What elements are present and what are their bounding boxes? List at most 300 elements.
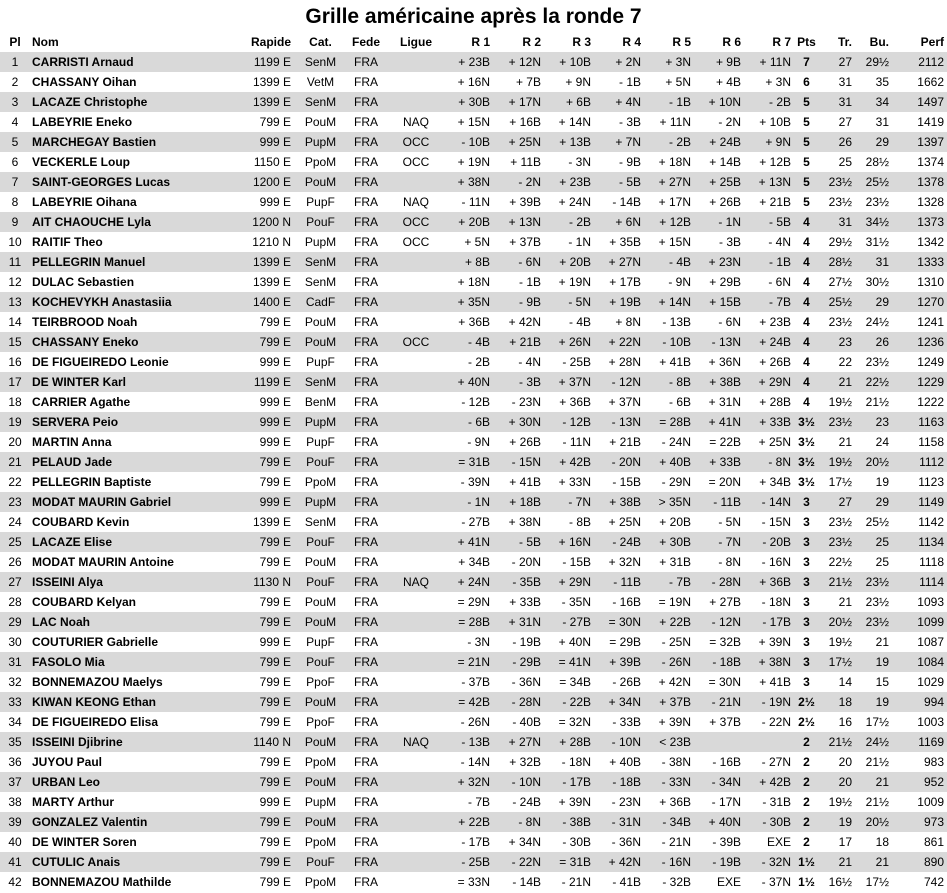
cell-round-result: - 38N xyxy=(661,755,691,769)
cell-tr: 22 xyxy=(838,355,852,369)
table-row xyxy=(0,412,947,432)
cell-round-result: - 11N xyxy=(562,435,591,449)
cell-fede: FRA xyxy=(342,452,390,472)
cell-round-result: - 32B xyxy=(662,875,691,889)
cell-cat: CadF xyxy=(299,292,342,312)
cell-round-result: - 13B xyxy=(662,315,691,329)
table-row xyxy=(0,472,947,492)
cell-round-result: + 3N xyxy=(765,75,791,89)
cell-round-result: - 7N xyxy=(544,492,594,512)
cell-round-result: + 6N xyxy=(594,212,644,232)
cell-name: SAINT-GEORGES Lucas xyxy=(30,172,213,192)
cell-tr: 23½ xyxy=(828,195,852,209)
cell-perf: 1373 xyxy=(892,212,947,232)
cell-name: LAC Noah xyxy=(30,612,213,632)
table-row xyxy=(0,452,947,472)
cell-rapide: 799 E xyxy=(213,852,299,872)
cell-round-result xyxy=(744,732,794,752)
cell-round-result: + 31N xyxy=(708,395,741,409)
cell-bu: 25 xyxy=(875,555,889,569)
table-row xyxy=(0,492,947,512)
cell-round-result: + 24B xyxy=(744,332,794,352)
cell-rapide: 799 E xyxy=(259,875,291,889)
cell-round-result: - 4B xyxy=(568,315,591,329)
cell-pts: 4 xyxy=(803,315,810,329)
cell-round-result: - 7B xyxy=(744,292,794,312)
cell-tr: 19½ xyxy=(828,395,852,409)
col-header-nom: Nom xyxy=(32,35,59,49)
cell-round-result: + 13N xyxy=(493,212,544,232)
cell-round-result: + 8B xyxy=(442,252,493,272)
cell-round-result: + 33B xyxy=(694,452,744,472)
col-header-pts: Pts xyxy=(797,35,816,49)
cell-cat: VetM xyxy=(306,75,335,89)
cell-round-result: - 4B xyxy=(644,252,694,272)
cell-round-result: - 22B xyxy=(544,692,594,712)
cell-fede: FRA xyxy=(354,275,378,289)
cell-ligue xyxy=(390,832,442,852)
cell-perf: 1099 xyxy=(892,612,947,632)
cell-fede: FRA xyxy=(354,795,378,809)
cell-round-result: = 20N xyxy=(708,475,741,489)
cell-round-result: - 25B xyxy=(442,852,493,872)
cell-pl: 1 xyxy=(0,52,30,72)
cell-tr: 21½ xyxy=(819,732,855,752)
cell-bu: 19 xyxy=(875,475,889,489)
cell-round-result: = 30N xyxy=(708,675,741,689)
cell-round-result: + 38B xyxy=(694,372,744,392)
cell-pts: 5 xyxy=(794,132,819,152)
cell-name: BONNEMAZOU Maelys xyxy=(32,675,163,689)
cell-round-result: + 23B xyxy=(442,52,493,72)
cell-round-result: - 27B xyxy=(461,515,490,529)
cell-tr: 25 xyxy=(838,155,852,169)
cell-pts: 4 xyxy=(794,252,819,272)
cell-rapide: 799 E xyxy=(259,755,291,769)
cell-pl: 36 xyxy=(8,755,22,769)
cell-round-result: + 37N xyxy=(544,372,594,392)
cell-round-result: - 2B xyxy=(544,212,594,232)
cell-round-result: - 19N xyxy=(744,692,794,712)
cell-ligue: OCC xyxy=(402,235,430,249)
cell-round-result: = 30N xyxy=(594,612,644,632)
table-row xyxy=(0,292,947,312)
table-row xyxy=(0,552,947,572)
cell-round-result: - 37B xyxy=(461,675,490,689)
cell-round-result: + 24B xyxy=(694,132,744,152)
cell-name: DE WINTER Soren xyxy=(32,835,137,849)
cell-fede: FRA xyxy=(354,155,378,169)
cell-round-result: + 10N xyxy=(694,92,744,112)
cell-round-result: + 29N xyxy=(744,372,794,392)
cell-round-result: + 27N xyxy=(493,732,544,752)
cell-round-result: - 17B xyxy=(544,772,594,792)
table-row xyxy=(0,712,947,732)
cell-cat: PpoF xyxy=(306,715,335,729)
cell-rapide: 999 E xyxy=(213,492,299,512)
cell-pts: 4 xyxy=(803,235,810,249)
cell-round-result: + 11N xyxy=(659,115,691,129)
cell-round-result: - 11N xyxy=(461,195,490,209)
cell-ligue xyxy=(390,452,442,472)
table-row xyxy=(0,252,947,272)
cell-bu: 19 xyxy=(855,652,892,672)
cell-round-result: - 10N xyxy=(493,772,544,792)
cell-round-result: - 11B xyxy=(694,492,744,512)
table-row xyxy=(0,392,947,412)
cell-ligue: NAQ xyxy=(402,115,429,129)
cell-cat: PpoM xyxy=(304,875,337,889)
cell-round-result: + 14B xyxy=(709,155,741,169)
cell-pts: 3½ xyxy=(798,435,815,449)
cell-fede: FRA xyxy=(342,692,390,712)
table-row xyxy=(0,152,947,172)
cell-ligue xyxy=(390,672,442,692)
cell-pts: 4 xyxy=(794,372,819,392)
cell-round-result: = 42B xyxy=(442,692,493,712)
cell-cat: PpoF xyxy=(306,675,335,689)
cell-round-result: + 37B xyxy=(509,235,541,249)
cell-cat: SenM xyxy=(299,52,342,72)
cell-fede: FRA xyxy=(354,315,378,329)
cell-perf: 994 xyxy=(892,692,947,712)
cell-round-result: + 23B xyxy=(544,172,594,192)
cell-round-result: - 4N xyxy=(768,235,791,249)
cell-fede: FRA xyxy=(342,852,390,872)
cell-round-result: + 18N xyxy=(457,275,490,289)
cell-perf: 1009 xyxy=(917,795,944,809)
cell-round-result: - 9N xyxy=(668,275,691,289)
cell-round-result: + 16N xyxy=(457,75,490,89)
cell-round-result: + 31N xyxy=(493,612,544,632)
cell-perf: 1241 xyxy=(917,315,944,329)
cell-ligue xyxy=(390,552,442,572)
cell-tr: 19 xyxy=(819,812,855,832)
table-header xyxy=(0,32,947,52)
cell-round-result: + 14N xyxy=(644,292,694,312)
cell-perf: 1662 xyxy=(917,75,944,89)
cell-tr: 27 xyxy=(819,492,855,512)
cell-name: KOCHEVYKH Anastasiia xyxy=(30,292,213,312)
cell-round-result: - 11B xyxy=(594,572,644,592)
cell-round-result: - 20N xyxy=(594,452,644,472)
table-row xyxy=(0,772,947,792)
cell-name: PELLEGRIN Manuel xyxy=(30,252,213,272)
cell-fede: FRA xyxy=(342,292,390,312)
cell-name: KIWAN KEONG Ethan xyxy=(30,692,213,712)
cell-bu: 21½ xyxy=(865,395,889,409)
cell-ligue xyxy=(390,312,442,332)
table-row xyxy=(0,752,947,772)
cell-perf: 1310 xyxy=(917,275,944,289)
cell-ligue xyxy=(390,752,442,772)
cell-pl: 13 xyxy=(0,292,30,312)
cell-round-result: + 5N xyxy=(665,75,691,89)
cell-rapide: 1399 E xyxy=(252,75,291,89)
cell-round-result: + 36B xyxy=(744,572,794,592)
cell-round-result: + 18B xyxy=(493,492,544,512)
table-row xyxy=(0,52,947,72)
cell-round-result: - 12N xyxy=(694,612,744,632)
cell-name: MODAT MAURIN Gabriel xyxy=(30,492,213,512)
col-header-round: R 3 xyxy=(572,35,591,49)
table-row xyxy=(0,632,947,652)
cell-round-result: + 33N xyxy=(558,475,591,489)
cell-round-result: - 37N xyxy=(761,875,791,889)
cell-pts: 6 xyxy=(803,75,810,89)
cell-name: CARRIER Agathe xyxy=(32,395,131,409)
cell-perf: 983 xyxy=(923,755,944,769)
cell-name: COUBARD Kevin xyxy=(32,515,130,529)
cell-round-result: - 12B xyxy=(544,412,594,432)
cell-rapide: 999 E xyxy=(259,435,291,449)
cell-cat: PouF xyxy=(299,652,342,672)
cell-round-result: - 10N xyxy=(594,732,644,752)
cell-pts: 2 xyxy=(794,732,819,752)
cell-rapide: 1399 E xyxy=(213,92,299,112)
cell-round-result xyxy=(694,732,744,752)
table-row xyxy=(0,112,947,132)
cell-tr: 23 xyxy=(819,332,855,352)
cell-name: DE WINTER Karl xyxy=(30,372,213,392)
cell-cat: PouF xyxy=(299,532,342,552)
cell-cat: PpoM xyxy=(304,755,337,769)
cell-round-result: - 6N xyxy=(718,315,741,329)
cell-round-result: = 32B xyxy=(709,635,741,649)
cell-round-result: + 7N xyxy=(594,132,644,152)
cell-round-result: = 32N xyxy=(558,715,591,729)
cell-round-result: + 31B xyxy=(659,555,691,569)
cell-rapide: 999 E xyxy=(259,355,291,369)
cell-pl: 32 xyxy=(8,675,22,689)
cell-round-result: - 2B xyxy=(744,92,794,112)
cell-ligue xyxy=(390,612,442,632)
cell-round-result: - 19B xyxy=(694,852,744,872)
cell-round-result: + 17N xyxy=(493,92,544,112)
cell-ligue xyxy=(390,432,442,452)
cell-round-result: - 36N xyxy=(611,835,641,849)
cell-perf: 1134 xyxy=(892,532,947,552)
cell-round-result: + 26B xyxy=(759,355,791,369)
cell-ligue: OCC xyxy=(390,212,442,232)
cell-pl: 6 xyxy=(11,155,19,169)
cell-perf: 1118 xyxy=(919,555,944,569)
cell-round-result: + 40N xyxy=(694,812,744,832)
cell-round-result: + 28B xyxy=(544,732,594,752)
col-header-tr: Tr. xyxy=(837,35,852,49)
cell-bu: 17½ xyxy=(865,875,889,889)
cell-pl: 18 xyxy=(8,395,22,409)
cell-fede: FRA xyxy=(342,772,390,792)
cell-round-result: - 26N xyxy=(644,652,694,672)
cell-tr: 20½ xyxy=(819,612,855,632)
table-row xyxy=(0,692,947,712)
cell-ligue xyxy=(390,692,442,712)
cell-round-result: - 6N xyxy=(768,275,791,289)
cell-pl: 19 xyxy=(0,412,30,432)
cell-round-result: > 35N xyxy=(644,492,694,512)
col-header-ligue: Ligue xyxy=(400,35,432,49)
cell-round-result: - 39N xyxy=(460,475,490,489)
cell-ligue: OCC xyxy=(390,332,442,352)
col-header-cat: Cat. xyxy=(309,35,332,49)
table-row xyxy=(0,792,947,812)
cell-round-result: - 3N xyxy=(568,155,591,169)
cell-round-result: - 9N xyxy=(467,435,490,449)
cell-round-result: + 30B xyxy=(442,92,493,112)
cell-round-result: + 19B xyxy=(594,292,644,312)
cell-cat: PupM xyxy=(304,235,337,249)
cell-round-result: - 31N xyxy=(594,812,644,832)
cell-round-result: + 15N xyxy=(457,115,490,129)
cell-round-result: - 4N xyxy=(518,355,541,369)
cell-bu: 29 xyxy=(855,492,892,512)
cell-tr: 14 xyxy=(838,675,852,689)
cell-round-result: + 6B xyxy=(544,92,594,112)
cell-rapide: 999 E xyxy=(213,412,299,432)
cell-round-result: + 42N xyxy=(658,675,691,689)
cell-cat: PouM xyxy=(299,812,342,832)
cell-cat: PupF xyxy=(306,635,335,649)
cell-round-result: - 15B xyxy=(612,475,641,489)
cell-tr: 16½ xyxy=(828,875,852,889)
cell-round-result: - 35N xyxy=(561,595,591,609)
cell-name: CHASSANY Oihan xyxy=(32,75,137,89)
cell-ligue xyxy=(390,592,442,612)
cell-round-result: - 1N xyxy=(694,212,744,232)
cell-ligue xyxy=(390,872,442,892)
cell-round-result: + 16B xyxy=(509,115,541,129)
cell-round-result: + 40N xyxy=(442,372,493,392)
cell-perf: 1497 xyxy=(892,92,947,112)
cell-round-result: EXE xyxy=(716,875,741,889)
cell-bu: 30½ xyxy=(865,275,889,289)
cell-fede: FRA xyxy=(342,252,390,272)
cell-name: MODAT MAURIN Antoine xyxy=(32,555,174,569)
cell-perf: 973 xyxy=(892,812,947,832)
cell-name: ISSEINI Djibrine xyxy=(30,732,213,752)
cell-round-result: + 40B xyxy=(609,755,641,769)
cell-pl: 22 xyxy=(8,475,22,489)
cell-rapide: 1199 E xyxy=(213,52,299,72)
cell-rapide: 799 E xyxy=(259,115,291,129)
cell-perf: 1112 xyxy=(892,452,947,472)
cell-rapide: 799 E xyxy=(259,595,291,609)
cell-pl: 35 xyxy=(0,732,30,752)
cell-bu: 24½ xyxy=(855,732,892,752)
cell-tr: 31 xyxy=(819,92,855,112)
cell-round-result: - 1B xyxy=(618,75,641,89)
cell-round-result: + 29B xyxy=(709,275,741,289)
cell-rapide: 999 E xyxy=(259,795,291,809)
cell-bu: 21½ xyxy=(865,795,889,809)
cell-round-result: - 8N xyxy=(493,812,544,832)
col-header-perf: Perf xyxy=(920,35,944,49)
cell-round-result: + 26N xyxy=(544,332,594,352)
cell-round-result: + 39B xyxy=(594,652,644,672)
cell-fede: FRA xyxy=(342,652,390,672)
cell-cat: PouM xyxy=(299,732,342,752)
cell-round-result: + 28B xyxy=(759,395,791,409)
cell-tr: 21 xyxy=(838,595,852,609)
cell-bu: 29½ xyxy=(855,52,892,72)
cell-round-result: - 23N xyxy=(511,395,541,409)
cell-round-result: + 32N xyxy=(442,772,493,792)
cell-pl: 15 xyxy=(0,332,30,352)
table-row xyxy=(0,172,947,192)
col-header-bu: Bu. xyxy=(869,35,889,49)
cell-cat: PouM xyxy=(299,612,342,632)
cell-pts: 4 xyxy=(794,212,819,232)
cell-round-result: + 38N xyxy=(508,515,541,529)
cell-name: MARTIN Anna xyxy=(32,435,112,449)
cell-pts: 5 xyxy=(794,172,819,192)
cell-round-result: - 8N xyxy=(718,555,741,569)
cell-round-result: + 9N xyxy=(565,75,591,89)
cell-round-result: - 24B xyxy=(512,795,541,809)
cell-round-result: + 36B xyxy=(458,315,490,329)
cell-tr: 26 xyxy=(819,132,855,152)
cell-round-result: + 41N xyxy=(442,532,493,552)
cell-round-result: - 20B xyxy=(744,532,794,552)
cell-tr: 20 xyxy=(838,755,852,769)
cell-round-result: - 30B xyxy=(562,835,591,849)
cell-name: LACAZE Christophe xyxy=(30,92,213,112)
cell-round-result: + 24N xyxy=(442,572,493,592)
cell-round-result: + 21B xyxy=(759,195,791,209)
cell-rapide: 799 E xyxy=(259,715,291,729)
cell-round-result: + 10B xyxy=(759,115,791,129)
cell-round-result: + 32B xyxy=(509,755,541,769)
cell-round-result: - 30B xyxy=(744,812,794,832)
cell-round-result: - 6N xyxy=(493,252,544,272)
cell-pts: 3 xyxy=(803,675,810,689)
cell-round-result: - 14B xyxy=(512,875,541,889)
cell-pl: 10 xyxy=(8,235,22,249)
cell-pl: 21 xyxy=(0,452,30,472)
page-title: Grille américaine après la ronde 7 xyxy=(305,5,642,28)
cell-tr: 17½ xyxy=(828,475,852,489)
cell-cat: PouM xyxy=(304,555,337,569)
cell-ligue xyxy=(390,472,442,492)
cell-ligue xyxy=(390,252,442,272)
cell-round-result: + 3N xyxy=(644,52,694,72)
cell-tr: 29½ xyxy=(828,235,852,249)
cell-fede: FRA xyxy=(354,115,378,129)
cell-fede: FRA xyxy=(342,372,390,392)
cell-bu: 23½ xyxy=(855,612,892,632)
cell-ligue xyxy=(390,372,442,392)
cell-perf: 1229 xyxy=(892,372,947,392)
cell-tr: 21½ xyxy=(819,572,855,592)
cell-tr: 18 xyxy=(819,692,855,712)
cell-perf: 1114 xyxy=(892,572,947,592)
cell-round-result: - 34B xyxy=(644,812,694,832)
cell-bu: 25½ xyxy=(855,172,892,192)
cell-round-result: + 40B xyxy=(644,452,694,472)
cell-round-result: - 28N xyxy=(493,692,544,712)
cell-ligue xyxy=(390,272,442,292)
cell-pts: 2 xyxy=(794,812,819,832)
cell-pts: 3 xyxy=(803,595,810,609)
cell-round-result: - 7B xyxy=(467,795,490,809)
cell-round-result: + 34N xyxy=(508,835,541,849)
cell-round-result: + 22N xyxy=(594,332,644,352)
cell-tr: 23½ xyxy=(828,515,852,529)
cell-pl: 40 xyxy=(8,835,22,849)
cell-ligue xyxy=(390,712,442,732)
cell-bu: 21½ xyxy=(865,755,889,769)
